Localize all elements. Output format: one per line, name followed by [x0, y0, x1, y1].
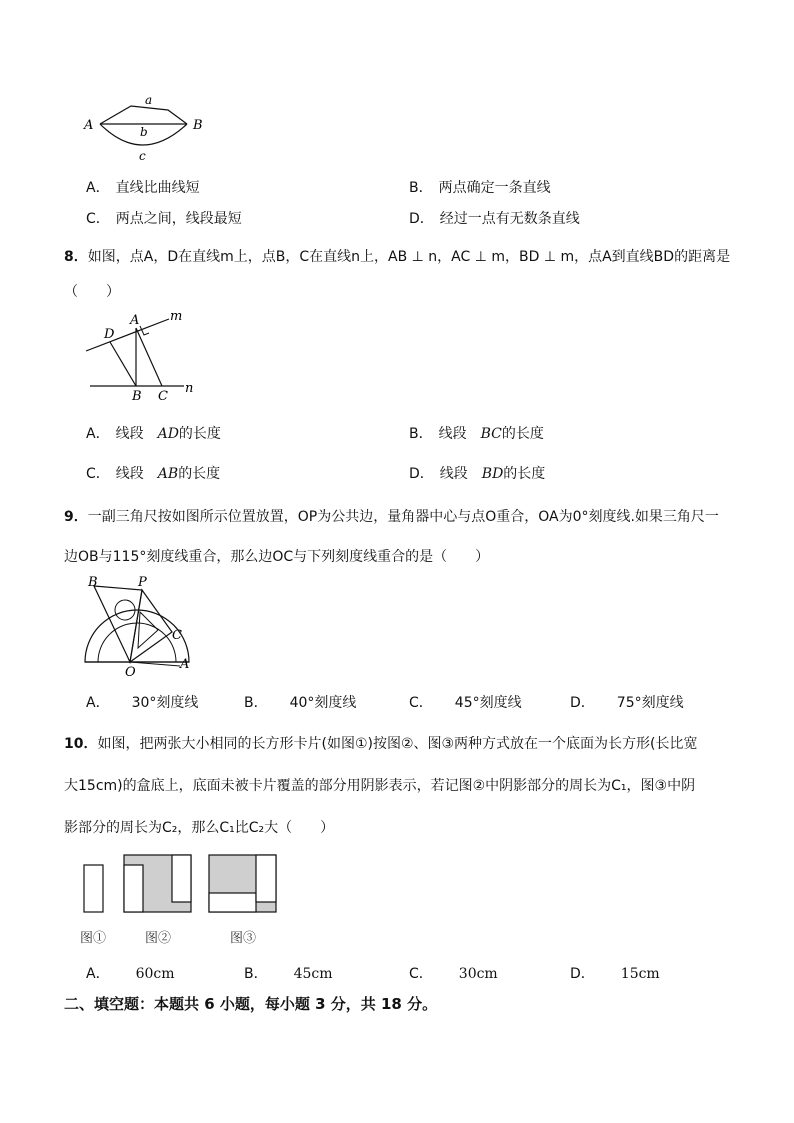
q7-option-c[interactable] [86, 208, 242, 228]
q8-figure [84, 306, 204, 406]
option-text: 两点之间，线段最短 [115, 211, 242, 227]
fig3-card-right [256, 855, 276, 902]
fig2-card-right [172, 855, 191, 902]
option-letter: C． [409, 695, 433, 711]
q9-option-d[interactable] [570, 692, 684, 712]
q8-label-A: A [130, 313, 140, 328]
q7-option-b[interactable] [409, 177, 551, 197]
option-text: 75°刻度线 [616, 695, 684, 711]
option-letter: B． [409, 426, 433, 442]
q7-label-b: b [140, 125, 148, 139]
q7-option-a[interactable] [86, 177, 200, 197]
option-text: 30°刻度线 [131, 695, 199, 711]
q8-label-B: B [132, 389, 142, 404]
option-letter: B． [244, 966, 268, 982]
option-letter: D． [570, 966, 595, 982]
q8-option-a[interactable] [86, 423, 221, 443]
option-letter: D． [570, 695, 595, 711]
q8-label-n: n [185, 381, 194, 396]
q10-figure [80, 850, 290, 920]
option-letter: B． [409, 180, 433, 196]
q9-label-O: O [125, 665, 136, 680]
option-text: 直线比曲线短 [115, 180, 200, 196]
option-letter: A． [86, 966, 110, 982]
option-letter: D． [409, 211, 434, 227]
option-text: 30cm [458, 966, 498, 982]
q10-caption-3: 图③ [230, 931, 257, 946]
q10-stem-line3: 影部分的周长为C₂，那么C₁比C₂大（ ） [64, 820, 335, 836]
q7-label-A: A [84, 118, 94, 133]
option-letter: C． [409, 966, 433, 982]
q9-number: 9． [64, 509, 88, 525]
q10-stem-line1 [64, 733, 698, 753]
q9-label-C: C [172, 628, 182, 643]
q10-option-c[interactable] [409, 963, 498, 983]
q10-caption-2: 图② [145, 931, 172, 946]
q9-label-A: A [180, 657, 190, 672]
q10-text: 如图，把两张大小相同的长方形卡片(如图①)按图②、图③两种方式放在一个底面为长方形(长比宽 [97, 736, 698, 752]
q7-label-B: B [193, 118, 203, 133]
option-letter: A． [86, 426, 110, 442]
option-letter: D． [409, 466, 434, 482]
q8-label-C: C [158, 389, 168, 404]
q10-stem-line2: 大15cm)的盒底上，底面未被卡片覆盖的部分用阴影表示，若记图②中阴影部分的周长为C₁，图③中阴 [64, 778, 696, 794]
option-post: 的长度 [178, 466, 221, 482]
option-letter: C． [86, 211, 110, 227]
q8-stem-line2: （ ） [64, 284, 120, 300]
q10-number: 10． [64, 736, 98, 752]
option-pre: 线段 [115, 426, 144, 442]
option-pre: 线段 [439, 466, 468, 482]
option-pre: 线段 [438, 426, 467, 442]
section-2-title: 二、填空题：本题共 6 小题，每小题 3 分，共 18 分。 [64, 995, 438, 1013]
q9-label-P: P [138, 575, 147, 590]
option-text: 两点确定一条直线 [438, 180, 551, 196]
option-letter: A． [86, 180, 110, 196]
q9-stem-line1 [64, 506, 719, 526]
q8-option-b[interactable] [409, 423, 544, 443]
q7-option-d[interactable] [409, 208, 580, 228]
option-text: 45°刻度线 [454, 695, 522, 711]
q9-stem-line2: 边OB与115°刻度线重合，那么边OC与下列刻度线重合的是（ ） [64, 549, 490, 565]
q9-option-c[interactable] [409, 692, 522, 712]
option-math: BC [480, 426, 502, 442]
option-math: AB [157, 466, 179, 482]
option-pre: 线段 [115, 466, 144, 482]
fig2-card-left [124, 865, 143, 912]
option-text: 40°刻度线 [289, 695, 357, 711]
option-post: 的长度 [178, 426, 221, 442]
q10-option-d[interactable] [570, 963, 660, 983]
q9-text: 一副三角尺按如图所示位置放置，OP为公共边，量角器中心与点O重合，OA为0°刻度线.如果三角尺一 [87, 509, 719, 525]
option-post: 的长度 [501, 426, 544, 442]
q9-option-b[interactable] [244, 692, 356, 712]
q10-option-b[interactable] [244, 963, 333, 983]
q9-label-B: B [88, 575, 98, 590]
option-post: 的长度 [503, 466, 546, 482]
q10-caption-1: 图① [80, 931, 107, 946]
q9-option-a[interactable] [86, 692, 198, 712]
option-letter: A． [86, 695, 110, 711]
option-text: 15cm [620, 966, 660, 982]
q8-number: 8． [64, 249, 88, 265]
fig3-card-bottom [209, 893, 256, 912]
q7-label-a: a [145, 93, 153, 107]
q8-option-c[interactable] [86, 463, 220, 483]
fig1-card [84, 865, 103, 912]
q9-figure [80, 572, 200, 680]
q10-option-a[interactable] [86, 963, 175, 983]
q8-label-m: m [170, 309, 183, 324]
q7-figure [80, 88, 220, 168]
q8-label-D: D [104, 327, 115, 342]
q7-label-c: c [139, 149, 146, 163]
option-math: AD [157, 426, 179, 442]
q8-option-d[interactable] [409, 463, 545, 483]
q8-stem-line1 [64, 246, 730, 266]
option-letter: B． [244, 695, 268, 711]
option-text: 经过一点有无数条直线 [439, 211, 580, 227]
option-text: 60cm [135, 966, 175, 982]
q8-text: 如图，点A，D在直线m上，点B，C在直线n上，AB ⊥ n，AC ⊥ m，BD ⊥ m，点A到直线BD的距离是 [87, 249, 731, 265]
option-math: BD [481, 466, 504, 482]
option-text: 45cm [293, 966, 333, 982]
option-letter: C． [86, 466, 110, 482]
